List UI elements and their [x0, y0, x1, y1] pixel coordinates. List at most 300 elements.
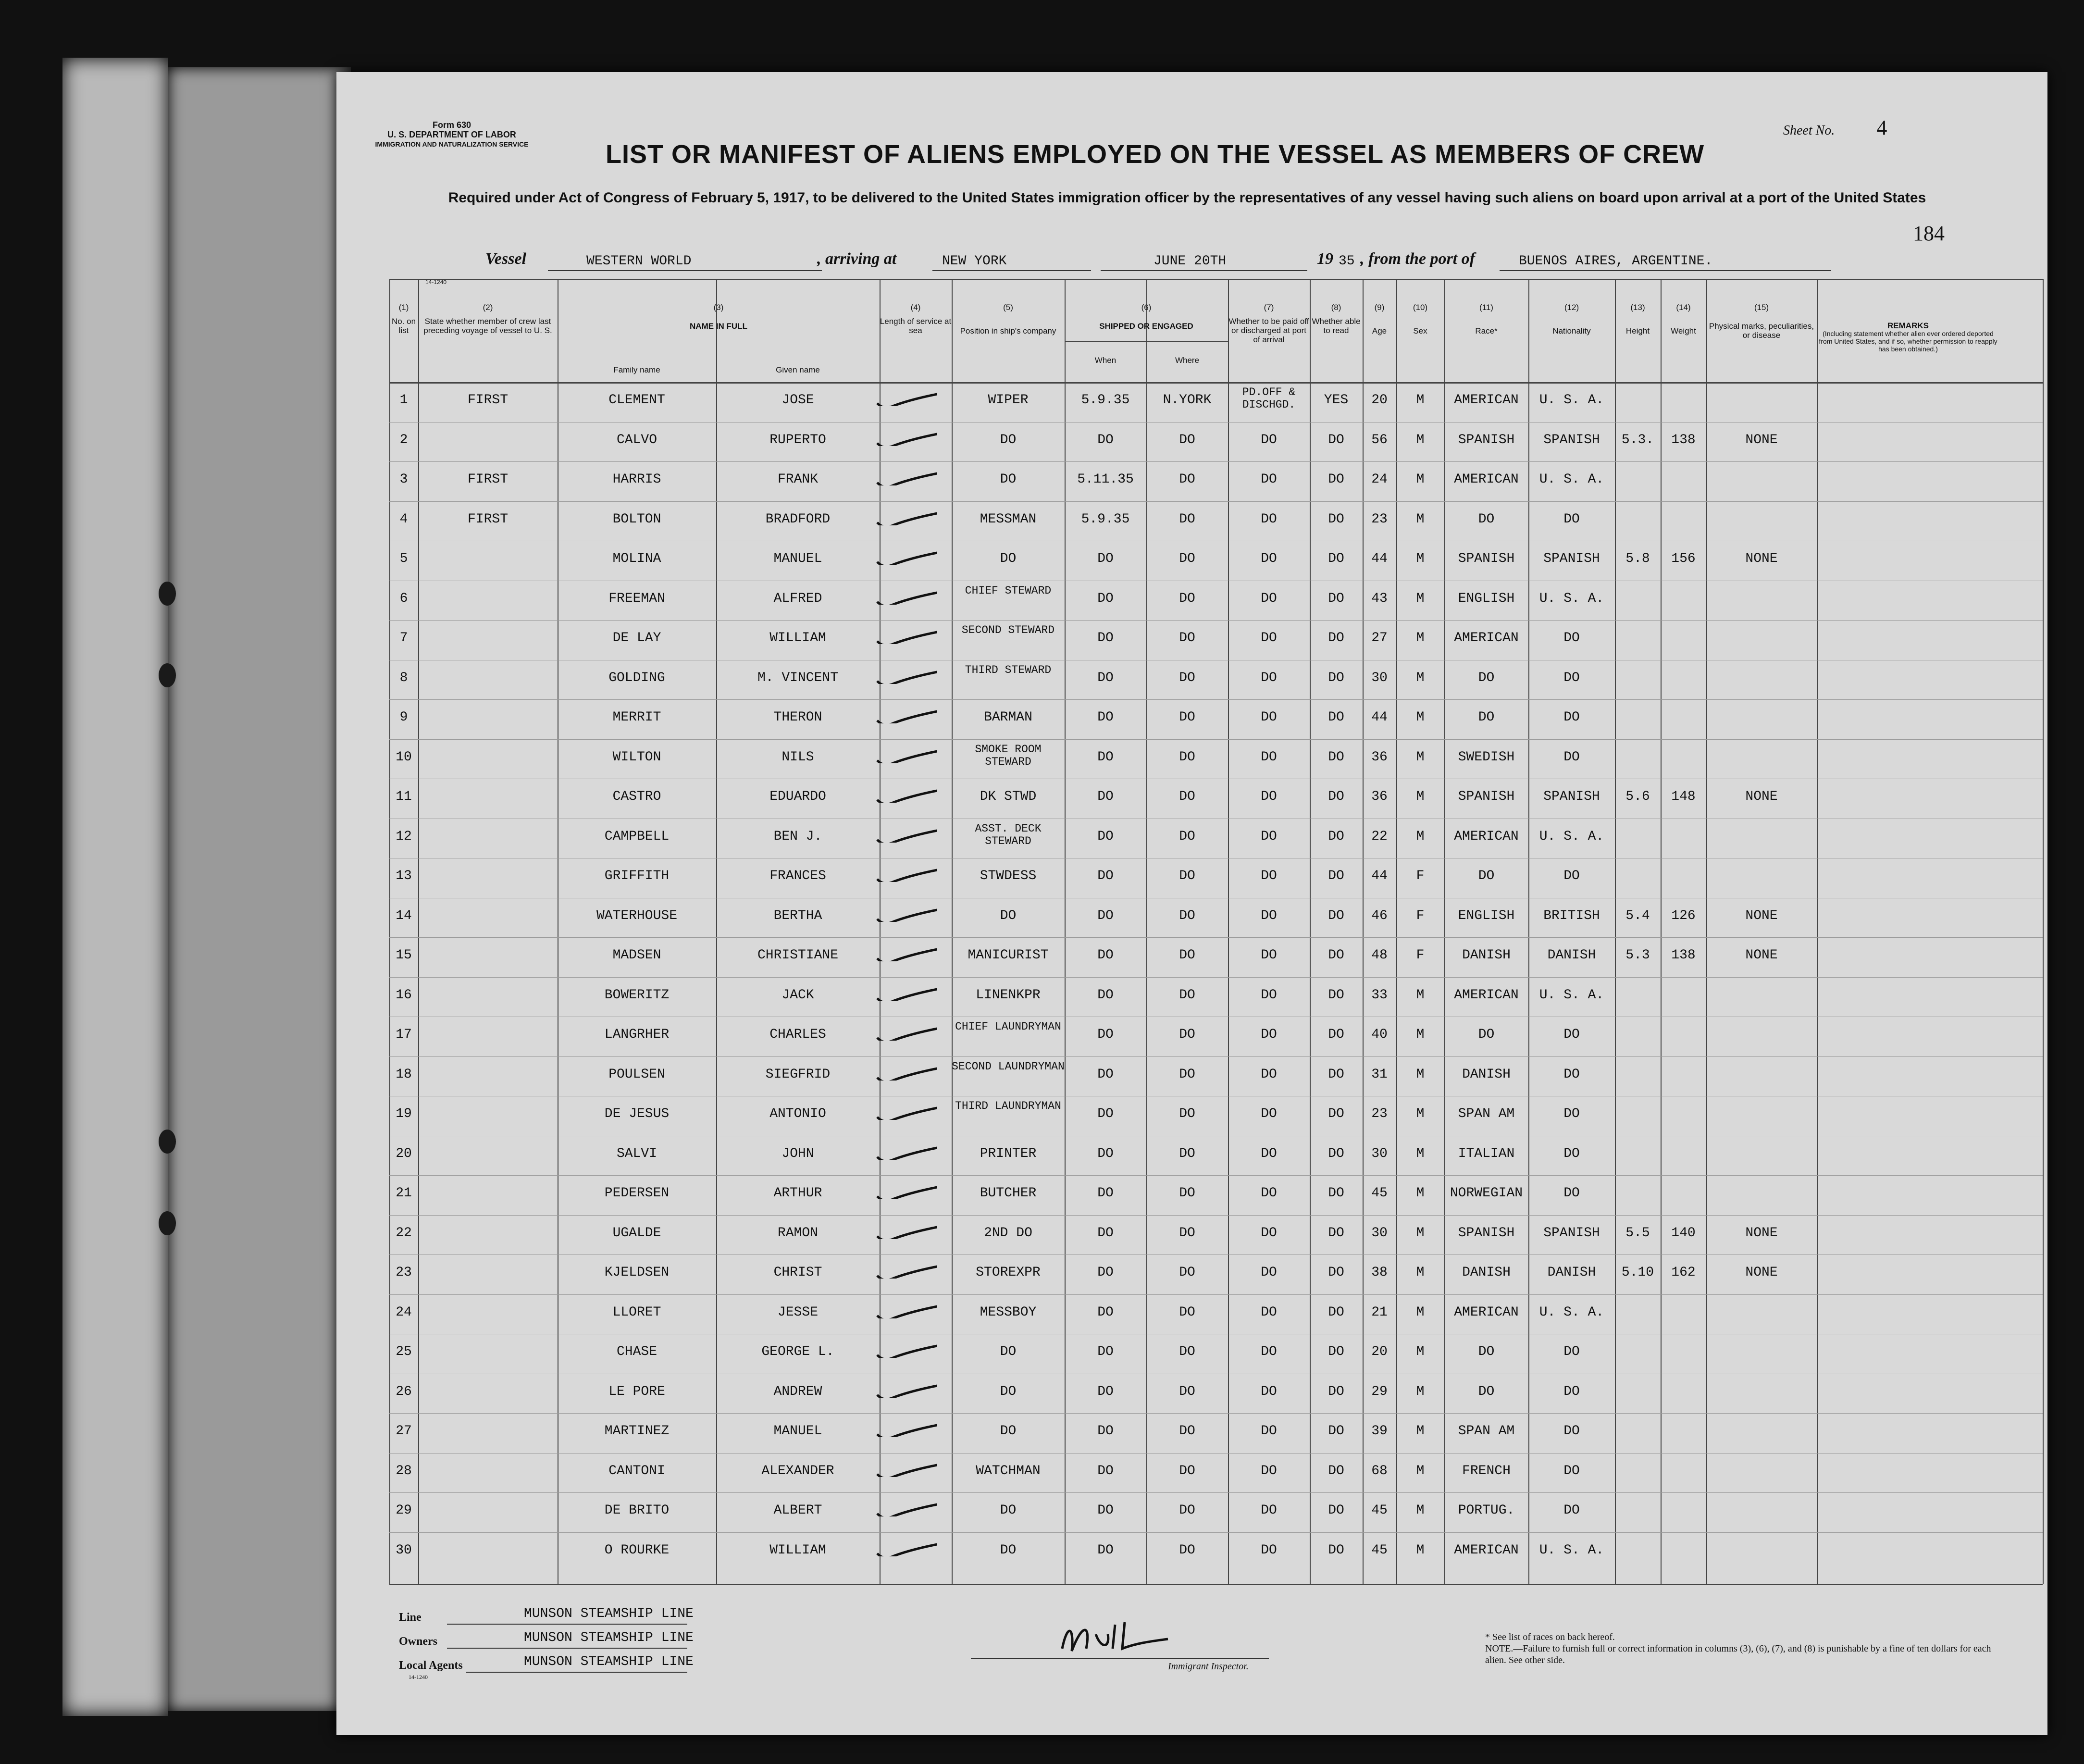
weight-cell: 138	[1671, 948, 1696, 963]
given-name-cell: CHARLES	[769, 1027, 826, 1042]
service-name: IMMIGRATION AND NATURALIZATION SERVICE	[375, 140, 529, 148]
table-row	[389, 1255, 2043, 1292]
given-name-cell: EDUARDO	[769, 789, 826, 804]
race-cell: AMERICAN	[1454, 829, 1519, 844]
nationality-cell: DO	[1563, 1344, 1580, 1359]
races-note: * See list of races on back hereof.	[1485, 1632, 1615, 1642]
position-cell: SECOND STEWARD	[961, 624, 1055, 636]
able-to-read-cell: DO	[1328, 1027, 1344, 1042]
table-row	[389, 739, 2043, 777]
family-name-cell: FREEMAN	[608, 591, 665, 606]
able-to-read-cell: DO	[1328, 1225, 1344, 1241]
check-mark-icon	[870, 1182, 937, 1199]
page-subtitle: Required under Act of Congress of February 5, 1917, to be delivered to the United States immigration officer by the representatives of any vessel having such aliens on board upon arrival at a port of the United States	[448, 190, 1926, 206]
paid-off-cell: DO	[1261, 987, 1277, 1003]
check-mark-icon	[870, 1539, 937, 1556]
shipped-where-cell: DO	[1179, 511, 1195, 527]
able-to-read-cell: DO	[1328, 1503, 1344, 1518]
family-name-cell: PEDERSEN	[604, 1186, 670, 1201]
race-cell: NORWEGIAN	[1450, 1186, 1523, 1201]
local-agents-label: Local Agents	[399, 1659, 463, 1672]
row-number-cell: 28	[396, 1463, 412, 1478]
able-to-read-cell: DO	[1328, 1424, 1344, 1439]
sex-cell: M	[1416, 631, 1425, 646]
table-row	[389, 937, 2043, 975]
col-height-header: (13) Height	[1625, 303, 1650, 335]
physical-marks-cell: NONE	[1745, 1225, 1778, 1241]
family-name-cell: CAMPBELL	[604, 829, 670, 844]
family-name-cell: HARRIS	[612, 472, 661, 487]
col-nationality-header: (12) Nationality	[1552, 303, 1591, 335]
year-prefix: 19	[1317, 250, 1333, 268]
sex-cell: M	[1416, 432, 1425, 447]
shipped-when-cell: DO	[1097, 1225, 1114, 1241]
position-cell: CHIEF STEWARD	[965, 584, 1052, 597]
sex-cell: M	[1416, 1106, 1425, 1121]
row-number-cell: 10	[396, 749, 412, 765]
given-name-cell: GEORGE L.	[761, 1344, 834, 1359]
paid-off-cell: DO	[1261, 1186, 1277, 1201]
col-physical-marks-header: (15) Physical marks, peculiarities, or disease	[1709, 303, 1814, 340]
able-to-read-cell: DO	[1328, 1542, 1344, 1558]
table-row	[389, 461, 2043, 499]
sex-cell: M	[1416, 789, 1425, 804]
inspector-label: Immigrant Inspector.	[1168, 1661, 1249, 1672]
check-mark-icon	[870, 667, 937, 684]
sex-cell: M	[1416, 1344, 1425, 1359]
row-number-cell: 2	[399, 432, 408, 447]
check-mark-icon	[870, 1023, 937, 1041]
shipped-where-cell: N.YORK	[1163, 393, 1212, 408]
position-cell: DO	[1000, 1344, 1017, 1359]
row-number-cell: 29	[396, 1503, 412, 1518]
family-name-cell: DE LAY	[612, 631, 661, 646]
nationality-cell: U. S. A.	[1539, 393, 1604, 408]
shipped-when-cell: 5.9.35	[1081, 393, 1130, 408]
age-cell: 22	[1371, 829, 1388, 844]
nationality-cell: SPANISH	[1543, 789, 1600, 804]
nationality-cell: DO	[1563, 710, 1580, 725]
physical-marks-cell: NONE	[1745, 908, 1778, 923]
table-row	[389, 819, 2043, 856]
row-number-cell: 17	[396, 1027, 412, 1042]
paid-off-cell: DO	[1261, 948, 1277, 963]
paid-off-cell: DO	[1261, 1344, 1277, 1359]
shipped-where-cell: DO	[1179, 670, 1195, 685]
given-name-cell: FRANCES	[769, 869, 826, 883]
shipped-when-cell: DO	[1097, 1265, 1114, 1280]
sex-cell: M	[1416, 1225, 1425, 1241]
race-cell: SPANISH	[1458, 789, 1515, 804]
col-given-name-header: Given name	[776, 365, 820, 374]
weight-cell: 138	[1671, 432, 1696, 447]
row-number-cell: 12	[396, 829, 412, 844]
given-name-cell: RAMON	[777, 1225, 818, 1241]
race-cell: AMERICAN	[1454, 472, 1519, 487]
col-name-header: (3) NAME IN FULL	[690, 303, 747, 331]
race-cell: AMERICAN	[1454, 631, 1519, 646]
sheet-label: Sheet No.	[1783, 123, 1835, 138]
row-number-cell: 27	[396, 1424, 412, 1439]
sex-cell: M	[1416, 1503, 1425, 1518]
sex-cell: M	[1416, 591, 1425, 606]
binder-hole	[159, 663, 176, 687]
given-name-cell: SIEGFRID	[765, 1067, 831, 1082]
nationality-cell: DO	[1563, 749, 1580, 765]
shipped-when-cell: DO	[1097, 1146, 1114, 1161]
age-cell: 21	[1371, 1304, 1388, 1320]
sex-cell: M	[1416, 472, 1425, 487]
position-cell: STWDESS	[980, 869, 1037, 883]
shipped-where-cell: DO	[1179, 789, 1195, 804]
local-agents-name: MUNSON STEAMSHIP LINE	[524, 1654, 694, 1669]
age-cell: 45	[1371, 1186, 1388, 1201]
table-row	[389, 1056, 2043, 1094]
row-number-cell: 20	[396, 1146, 412, 1161]
vessel-label: Vessel	[485, 250, 526, 268]
shipped-when-cell: DO	[1097, 1304, 1114, 1320]
sex-cell: M	[1416, 1265, 1425, 1280]
physical-marks-cell: NONE	[1745, 432, 1778, 447]
table-row	[389, 1215, 2043, 1253]
race-cell: ENGLISH	[1458, 591, 1515, 606]
able-to-read-cell: DO	[1328, 591, 1344, 606]
age-cell: 38	[1371, 1265, 1388, 1280]
shipped-when-cell: DO	[1097, 1344, 1114, 1359]
family-name-cell: KJELDSEN	[604, 1265, 670, 1280]
footnotes	[1485, 1631, 1995, 1666]
weight-cell: 140	[1671, 1225, 1696, 1241]
race-cell: AMERICAN	[1454, 1304, 1519, 1320]
check-mark-icon	[870, 706, 937, 723]
check-mark-icon	[870, 1143, 937, 1160]
row-number-cell: 18	[396, 1067, 412, 1082]
family-name-cell: UGALDE	[612, 1225, 661, 1241]
age-cell: 40	[1371, 1027, 1388, 1042]
position-cell: WIPER	[988, 393, 1029, 408]
age-cell: 29	[1371, 1384, 1388, 1399]
table-row	[389, 501, 2043, 539]
nationality-cell: U. S. A.	[1539, 829, 1604, 844]
able-to-read-cell: DO	[1328, 472, 1344, 487]
given-name-cell: BERTHA	[773, 908, 822, 923]
line-name: MUNSON STEAMSHIP LINE	[524, 1606, 694, 1621]
check-mark-icon	[870, 1222, 937, 1239]
row-number-cell: 13	[396, 869, 412, 883]
given-name-cell: WILLIAM	[769, 631, 826, 646]
shipped-when-cell: DO	[1097, 789, 1114, 804]
position-cell: PRINTER	[980, 1146, 1037, 1161]
sex-cell: M	[1416, 1186, 1425, 1201]
race-cell: DO	[1478, 1027, 1495, 1042]
nationality-cell: U. S. A.	[1539, 591, 1604, 606]
paid-off-cell: DO	[1261, 1146, 1277, 1161]
nationality-cell: U. S. A.	[1539, 1304, 1604, 1320]
line-label: Line	[399, 1611, 422, 1624]
family-name-cell: CHASE	[616, 1344, 657, 1359]
col-position-header: (5) Position in ship's company	[960, 303, 1056, 335]
race-cell: DANISH	[1462, 1067, 1511, 1082]
race-cell: DANISH	[1462, 1265, 1511, 1280]
check-mark-icon	[870, 587, 937, 605]
shipped-where-cell: DO	[1179, 1146, 1195, 1161]
given-name-cell: FRANK	[777, 472, 818, 487]
able-to-read-cell: DO	[1328, 551, 1344, 566]
nationality-cell: U. S. A.	[1539, 1542, 1604, 1558]
col-sex-header: (10) Sex	[1413, 303, 1428, 335]
sex-cell: M	[1416, 1146, 1425, 1161]
physical-marks-cell: NONE	[1745, 948, 1778, 963]
given-name-cell: RUPERTO	[769, 432, 826, 447]
given-name-cell: MANUEL	[773, 1424, 822, 1439]
family-name-cell: CANTONI	[608, 1463, 665, 1478]
family-name-cell: SALVI	[616, 1146, 657, 1161]
given-name-cell: ARTHUR	[773, 1186, 822, 1201]
able-to-read-cell: DO	[1328, 1067, 1344, 1082]
family-name-cell: O ROURKE	[604, 1542, 670, 1558]
table-row	[389, 1017, 2043, 1054]
age-cell: 36	[1371, 789, 1388, 804]
race-cell: DO	[1478, 869, 1495, 883]
departure-port: BUENOS AIRES, ARGENTINE.	[1519, 254, 1713, 269]
position-cell: STOREXPR	[976, 1265, 1041, 1280]
family-name-cell: WILTON	[612, 749, 661, 765]
shipped-when-cell: DO	[1097, 710, 1114, 725]
shipped-when-cell: DO	[1097, 908, 1114, 923]
age-cell: 44	[1371, 710, 1388, 725]
col-paid-off-header: (7) Whether to be paid off or discharged at port of arrival	[1228, 303, 1309, 344]
able-to-read-cell: DO	[1328, 1146, 1344, 1161]
shipped-where-cell: DO	[1179, 1027, 1195, 1042]
able-to-read-cell: DO	[1328, 908, 1344, 923]
sex-cell: M	[1416, 987, 1425, 1003]
paid-off-cell: DO	[1261, 908, 1277, 923]
age-cell: 23	[1371, 511, 1388, 527]
given-name-cell: NILS	[782, 749, 814, 765]
physical-marks-cell: NONE	[1745, 551, 1778, 566]
form-header	[351, 120, 553, 149]
check-mark-icon	[870, 1499, 937, 1516]
position-cell: CHIEF LAUNDRYMAN	[955, 1020, 1061, 1033]
position-cell: SECOND LAUNDRYMAN	[952, 1060, 1065, 1073]
age-cell: 23	[1371, 1106, 1388, 1121]
given-name-cell: ALEXANDER	[761, 1463, 834, 1478]
row-number-cell: 25	[396, 1344, 412, 1359]
check-mark-icon	[870, 785, 937, 803]
shipped-where-cell: DO	[1179, 1463, 1195, 1478]
nationality-cell: DANISH	[1547, 948, 1596, 963]
paid-off-cell: PD.OFF & DISCHGD.	[1242, 386, 1296, 411]
nationality-cell: DO	[1563, 1424, 1580, 1439]
table-row	[389, 699, 2043, 737]
position-cell: DO	[1000, 1424, 1017, 1439]
nationality-cell: U. S. A.	[1539, 987, 1604, 1003]
owners-label: Owners	[399, 1635, 437, 1648]
age-cell: 48	[1371, 948, 1388, 963]
shipped-where-cell: DO	[1179, 551, 1195, 566]
sex-cell: M	[1416, 1384, 1425, 1399]
table-row	[389, 1374, 2043, 1411]
check-mark-icon	[870, 468, 937, 485]
able-to-read-cell: DO	[1328, 948, 1344, 963]
paid-off-cell: DO	[1261, 789, 1277, 804]
previous-voyage-cell: FIRST	[467, 511, 508, 527]
paid-off-cell: DO	[1261, 1067, 1277, 1082]
table-row	[389, 1532, 2043, 1570]
table-row	[389, 422, 2043, 460]
position-cell: LINENKPR	[976, 987, 1041, 1003]
shipped-when-cell: DO	[1097, 749, 1114, 765]
crew-table	[389, 279, 2043, 1584]
nationality-cell: DO	[1563, 1027, 1580, 1042]
table-row	[389, 1334, 2043, 1371]
shipped-where-cell: DO	[1179, 1344, 1195, 1359]
paid-off-cell: DO	[1261, 869, 1277, 883]
shipped-when-cell: DO	[1097, 551, 1114, 566]
arrival-date: JUNE 20TH	[1154, 254, 1227, 269]
shipped-when-cell: 5.11.35	[1077, 472, 1134, 487]
height-cell: 5.6	[1625, 789, 1650, 804]
race-cell: AMERICAN	[1454, 987, 1519, 1003]
row-number-cell: 8	[399, 670, 408, 685]
nationality-cell: SPANISH	[1543, 1225, 1600, 1241]
nationality-cell: DO	[1563, 670, 1580, 685]
able-to-read-cell: DO	[1328, 631, 1344, 646]
able-to-read-cell: DO	[1328, 987, 1344, 1003]
sex-cell: F	[1416, 869, 1425, 883]
row-number-cell: 9	[399, 710, 408, 725]
position-cell: MANICURIST	[968, 948, 1049, 963]
given-name-cell: MANUEL	[773, 551, 822, 566]
position-cell: DO	[1000, 432, 1017, 447]
nationality-cell: DO	[1563, 869, 1580, 883]
position-cell: DO	[1000, 1542, 1017, 1558]
position-cell: BUTCHER	[980, 1186, 1037, 1201]
race-cell: AMERICAN	[1454, 393, 1519, 408]
sex-cell: M	[1416, 749, 1425, 765]
check-mark-icon	[870, 984, 937, 1001]
check-mark-icon	[870, 825, 937, 843]
height-cell: 5.5	[1625, 1225, 1650, 1241]
shipped-where-cell: DO	[1179, 1542, 1195, 1558]
age-cell: 31	[1371, 1067, 1388, 1082]
position-cell: ASST. DECK STEWARD	[975, 822, 1042, 847]
position-cell: DO	[1000, 1384, 1017, 1399]
col-race-header: (11) Race*	[1475, 303, 1498, 335]
table-row	[389, 660, 2043, 697]
shipped-when-cell: DO	[1097, 591, 1114, 606]
family-name-cell: LANGRHER	[604, 1027, 670, 1042]
check-mark-icon	[870, 905, 937, 922]
able-to-read-cell: DO	[1328, 432, 1344, 447]
age-cell: 45	[1371, 1503, 1388, 1518]
table-row	[389, 1096, 2043, 1133]
row-number-cell: 11	[396, 789, 412, 804]
race-cell: SPANISH	[1458, 551, 1515, 566]
nationality-cell: DO	[1563, 1067, 1580, 1082]
age-cell: 43	[1371, 591, 1388, 606]
able-to-read-cell: DO	[1328, 1344, 1344, 1359]
row-number-cell: 6	[399, 591, 408, 606]
shipped-where-cell: DO	[1179, 948, 1195, 963]
sex-cell: F	[1416, 948, 1425, 963]
shipped-where-cell: DO	[1179, 829, 1195, 844]
given-name-cell: ALBERT	[773, 1503, 822, 1518]
height-cell: 5.3	[1625, 948, 1650, 963]
binder-hole	[159, 1130, 176, 1154]
shipped-where-cell: DO	[1179, 908, 1195, 923]
able-to-read-cell: DO	[1328, 1304, 1344, 1320]
check-mark-icon	[870, 1103, 937, 1120]
col-remarks-header: REMARKS (Including statement whether alien ever ordered deported from United States, and if so, whether permission to reapply has been obtained.)	[1819, 321, 1997, 353]
sex-cell: M	[1416, 1424, 1425, 1439]
nationality-cell: DO	[1563, 1186, 1580, 1201]
family-name-cell: DE BRITO	[604, 1503, 670, 1518]
able-to-read-cell: DO	[1328, 1463, 1344, 1478]
given-name-cell: BRADFORD	[765, 511, 831, 527]
check-mark-icon	[870, 746, 937, 763]
row-number-cell: 19	[396, 1106, 412, 1121]
from-port-label: , from the port of	[1360, 250, 1475, 268]
age-cell: 56	[1371, 432, 1388, 447]
paid-off-cell: DO	[1261, 1463, 1277, 1478]
department-name: U. S. DEPARTMENT OF LABOR	[387, 130, 516, 139]
col-age-header: (9) Age	[1372, 303, 1387, 335]
table-row	[389, 898, 2043, 935]
paid-off-cell: DO	[1261, 631, 1277, 646]
age-cell: 30	[1371, 670, 1388, 685]
family-name-cell: GRIFFITH	[604, 869, 670, 883]
shipped-where-cell: DO	[1179, 869, 1195, 883]
age-cell: 30	[1371, 1225, 1388, 1241]
row-number-cell: 14	[396, 908, 412, 923]
given-name-cell: JACK	[782, 987, 814, 1003]
sex-cell: M	[1416, 1067, 1425, 1082]
race-cell: DO	[1478, 1344, 1495, 1359]
given-name-cell: JESSE	[777, 1304, 818, 1320]
given-name-cell: CHRIST	[773, 1265, 822, 1280]
age-cell: 44	[1371, 551, 1388, 566]
table-row	[389, 1136, 2043, 1173]
family-name-cell: BOWERITZ	[604, 987, 670, 1003]
race-cell: PORTUG.	[1458, 1503, 1515, 1518]
paid-off-cell: DO	[1261, 749, 1277, 765]
sex-cell: M	[1416, 1463, 1425, 1478]
shipped-where-cell: DO	[1179, 591, 1195, 606]
paid-off-cell: DO	[1261, 829, 1277, 844]
position-cell: BARMAN	[984, 710, 1032, 725]
able-to-read-cell: DO	[1328, 869, 1344, 883]
check-mark-icon	[870, 1261, 937, 1279]
age-cell: 39	[1371, 1424, 1388, 1439]
able-to-read-cell: YES	[1324, 393, 1349, 408]
given-name-cell: ALFRED	[773, 591, 822, 606]
sex-cell: M	[1416, 670, 1425, 685]
family-name-cell: CLEMENT	[608, 393, 665, 408]
given-name-cell: THERON	[773, 710, 822, 725]
given-name-cell: ANTONIO	[769, 1106, 826, 1121]
row-number-cell: 3	[399, 472, 408, 487]
age-cell: 20	[1371, 393, 1388, 408]
race-cell: DO	[1478, 670, 1495, 685]
age-cell: 36	[1371, 749, 1388, 765]
nationality-cell: SPANISH	[1543, 551, 1600, 566]
col-prev-voyage-header: (2) State whether member of crew last preceding voyage of vessel to U. S.	[423, 303, 552, 335]
sex-cell: M	[1416, 393, 1425, 408]
shipped-when-cell: DO	[1097, 1463, 1114, 1478]
nationality-cell: DO	[1563, 511, 1580, 527]
paid-off-cell: DO	[1261, 432, 1277, 447]
